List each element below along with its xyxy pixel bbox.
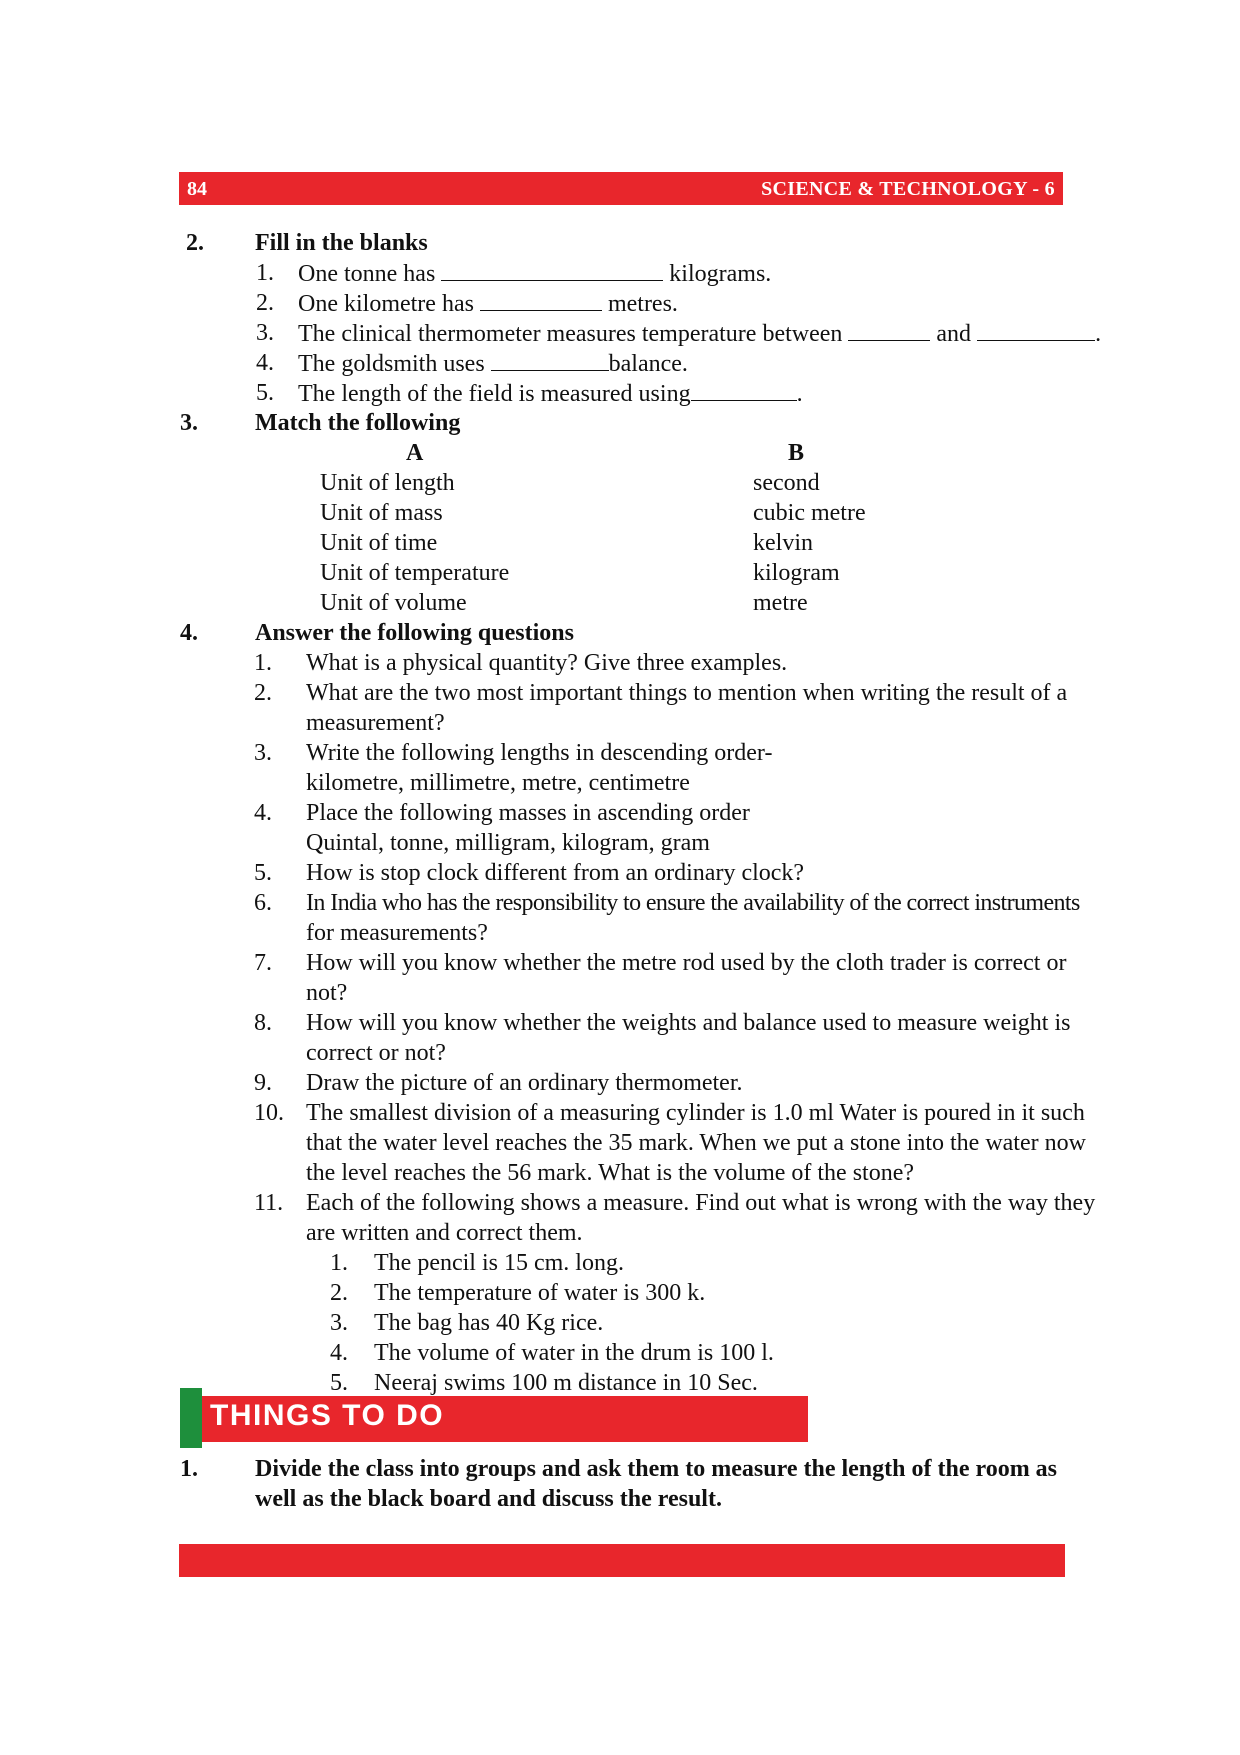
match-b-item: kelvin — [753, 530, 813, 556]
q2-item-2-unit: metres. — [607, 291, 678, 317]
q4-item-number: 1. — [254, 650, 272, 676]
match-column-b-heading: B — [788, 440, 805, 466]
blank-line — [491, 348, 609, 371]
q4-item-text: How will you know whether the weights and balance used to measure weight is — [306, 1010, 1071, 1036]
q4-sub-item-number: 1. — [330, 1250, 348, 1276]
match-b-item: cubic metre — [753, 500, 866, 526]
q4-sub-item-text: Neeraj swims 100 m distance in 10 Sec. — [374, 1370, 758, 1396]
book-title: SCIENCE & TECHNOLOGY - 6 — [761, 178, 1055, 200]
q4-item-text: that the water level reaches the 35 mark. When we put a stone into the water now — [306, 1130, 1086, 1156]
q4-item-text: Write the following lengths in descending order- — [306, 740, 773, 766]
q2-item-5 — [298, 378, 803, 409]
page-header-bar — [179, 172, 1063, 205]
q2-item-3-number: 3. — [256, 320, 274, 346]
q4-title: Answer the following questions — [255, 620, 574, 646]
q4-sub-item-text: The volume of water in the drum is 100 l. — [374, 1340, 774, 1366]
q4-item-text: The smallest division of a measuring cylinder is 1.0 ml Water is poured in it such — [306, 1100, 1085, 1126]
match-b-item: metre — [753, 590, 808, 616]
q4-item-number: 5. — [254, 860, 272, 886]
q4-item-text: for measurements? — [306, 920, 488, 946]
things-to-do-title: THINGS TO DO — [210, 1399, 445, 1432]
q2-item-2-number: 2. — [256, 290, 274, 316]
q2-item-5-number: 5. — [256, 380, 274, 406]
match-a-item: Unit of length — [320, 470, 455, 496]
activity-text: Divide the class into groups and ask them to measure the length of the room as — [255, 1456, 1058, 1482]
q4-item-text: Quintal, tonne, milligram, kilogram, gram — [306, 830, 710, 856]
q3-title: Match the following — [255, 410, 461, 436]
activity-number: 1. — [180, 1456, 198, 1482]
q4-sub-item-number: 4. — [330, 1340, 348, 1366]
page-footer-bar — [179, 1544, 1065, 1577]
match-a-item: Unit of temperature — [320, 560, 510, 586]
q4-item-number: 6. — [254, 890, 272, 916]
q4-item-text: the level reaches the 56 mark. What is the volume of the stone? — [306, 1160, 915, 1186]
q4-item-number: 11. — [254, 1190, 284, 1216]
blank-line — [977, 318, 1095, 341]
q2-item-3-text: The clinical thermometer measures temperature between — [298, 321, 843, 347]
q4-item-text: How will you know whether the metre rod used by the cloth trader is correct or — [306, 950, 1067, 976]
page-number: 84 — [187, 178, 207, 200]
match-a-item: Unit of mass — [320, 500, 443, 526]
q2-item-1-text: One tonne has — [298, 261, 436, 287]
q4-item-number: 3. — [254, 740, 272, 766]
q2-item-3-and: and — [936, 321, 972, 347]
q4-item-text: What are the two most important things to mention when writing the result of a — [306, 680, 1068, 706]
q4-sub-item-text: The pencil is 15 cm. long. — [374, 1250, 624, 1276]
q2-item-4 — [298, 348, 688, 379]
q2-item-1-number: 1. — [256, 260, 274, 286]
q2-item-4-number: 4. — [256, 350, 274, 376]
q2-item-1-unit: kilograms. — [669, 261, 772, 287]
q4-item-text: What is a physical quantity? Give three examples. — [306, 650, 788, 676]
q2-number: 2. — [186, 230, 204, 256]
q4-sub-item-number: 2. — [330, 1280, 348, 1306]
blank-line — [441, 258, 663, 281]
q2-item-3 — [298, 318, 1101, 349]
q4-item-number: 9. — [254, 1070, 272, 1096]
q4-item-text: Place the following masses in ascending order — [306, 800, 750, 826]
match-a-item: Unit of time — [320, 530, 438, 556]
blank-line — [691, 378, 797, 401]
q2-item-2 — [298, 288, 678, 319]
match-b-item: second — [753, 470, 820, 496]
q4-item-number: 7. — [254, 950, 272, 976]
q4-item-number: 10. — [254, 1100, 284, 1126]
q4-item-number: 2. — [254, 680, 272, 706]
q4-item-text: not? — [306, 980, 348, 1006]
q4-item-number: 4. — [254, 800, 272, 826]
q4-sub-item-text: The bag has 40 Kg rice. — [374, 1310, 604, 1336]
q4-item-text: Draw the picture of an ordinary thermometer. — [306, 1070, 743, 1096]
q4-item-text: are written and correct them. — [306, 1220, 583, 1246]
match-b-item: kilogram — [753, 560, 840, 586]
q4-item-text: How is stop clock different from an ordinary clock? — [306, 860, 805, 886]
q4-sub-item-number: 5. — [330, 1370, 348, 1396]
q2-item-3-end: . — [1095, 321, 1102, 347]
blank-line — [848, 318, 930, 341]
activity-text: well as the black board and discuss the result. — [255, 1486, 722, 1512]
q4-item-text: correct or not? — [306, 1040, 446, 1066]
q2-item-4-unit: balance. — [608, 351, 688, 377]
q4-item-text: kilometre, millimetre, metre, centimetre — [306, 770, 690, 796]
things-to-do-accent — [180, 1388, 202, 1448]
q2-item-5-end: . — [796, 381, 803, 407]
q2-title: Fill in the blanks — [255, 230, 428, 256]
q4-number: 4. — [180, 620, 198, 646]
q4-sub-item-number: 3. — [330, 1310, 348, 1336]
q2-item-2-text: One kilometre has — [298, 291, 474, 317]
q2-item-1 — [298, 258, 771, 289]
blank-line — [480, 288, 602, 311]
q4-item-text: measurement? — [306, 710, 445, 736]
q4-item-text: Each of the following shows a measure. Find out what is wrong with the way they — [306, 1190, 1096, 1216]
q3-number: 3. — [180, 410, 198, 436]
q2-item-5-text: The length of the field is measured using — [298, 381, 691, 407]
q4-sub-item-text: The temperature of water is 300 k. — [374, 1280, 706, 1306]
q4-item-text: In India who has the responsibility to ensure the availability of the correct instruments — [306, 890, 1080, 916]
match-a-item: Unit of volume — [320, 590, 467, 616]
q4-item-number: 8. — [254, 1010, 272, 1036]
match-column-a-heading: A — [406, 440, 424, 466]
q2-item-4-text: The goldsmith uses — [298, 351, 485, 377]
